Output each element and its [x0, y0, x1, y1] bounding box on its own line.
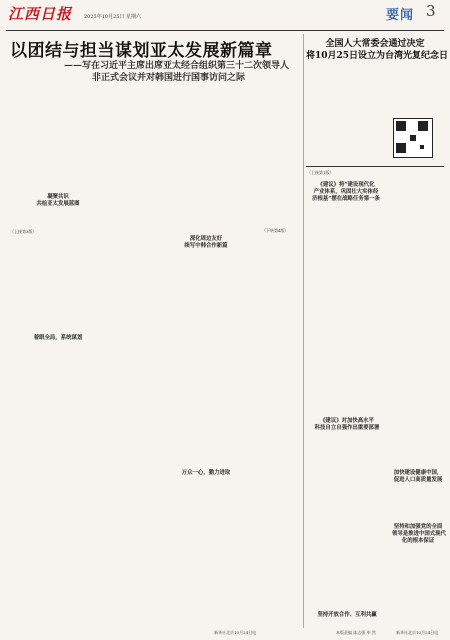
continued-tag: （下转第4版）	[262, 228, 289, 233]
section-heading: 凝聚共识 共绘亚太发展蓝图	[36, 194, 80, 207]
section-heading: 坚持和加强党的全面 领导是推进中国式现代 化的根本保证	[392, 524, 446, 544]
qr-code-icon	[393, 118, 433, 158]
column-divider	[303, 34, 304, 628]
continued-from-tag: （上接第1版）	[307, 170, 334, 175]
footer-credit: 新华社北京10月24日电	[396, 630, 439, 635]
lead-body-column	[10, 346, 56, 626]
footer-credit: 本版责编 陈志强 毕 然	[336, 630, 376, 635]
right-body-column	[392, 548, 444, 628]
side-headline-line-1: 全国人大常委会通过决定	[325, 39, 425, 49]
lead-body-column	[160, 256, 206, 626]
right-body-column	[392, 486, 444, 522]
footer-credit: 新华社北京10月24日电	[214, 630, 257, 635]
lead-body-column	[256, 84, 302, 234]
lead-body-column	[110, 236, 156, 626]
lead-headline: 以团结与担当谋划亚太发展新篇章	[10, 41, 273, 61]
newspaper-logo: 江西日报	[8, 5, 73, 23]
lead-body-column	[210, 84, 252, 234]
story-divider	[306, 166, 444, 167]
lead-body-column	[256, 256, 302, 626]
section-heading: 深化周边友好 续写中韩合作新篇	[184, 236, 228, 249]
right-body-column	[392, 176, 444, 468]
lead-subheadline-2: 非正式会议并对韩国进行国事访问之际	[92, 73, 246, 83]
lead-subheadline-1: ——写在习近平主席出席亚太经合组织第三十二次领导人	[64, 61, 290, 71]
side-headline-line-2: 将10月25日设立为台湾光复纪念日	[306, 51, 449, 61]
masthead	[0, 0, 450, 30]
continued-from-tag: （上接第3版）	[10, 229, 37, 234]
right-body-column	[307, 206, 387, 414]
lead-body-column	[210, 256, 252, 626]
right-body-column	[307, 434, 387, 628]
section-heading: 着眼全局，系统谋划	[33, 335, 83, 341]
section-heading: 加快建设健康中国， 促进人口高质量发展	[393, 470, 443, 483]
lead-body-column	[110, 84, 156, 224]
issue-date: 2025年10月25日 星期六	[84, 14, 142, 20]
side-body-column	[399, 62, 443, 116]
lead-body-column	[60, 346, 106, 626]
section-heading: 《建议》对加快高水平 科技自立自强作出重要部署	[314, 418, 380, 431]
masthead-divider	[6, 30, 444, 31]
page-number: 3	[426, 2, 436, 20]
lead-body-column	[160, 84, 206, 234]
side-body-column	[353, 62, 395, 116]
section-title: 要闻	[386, 8, 415, 23]
side-body-column	[307, 62, 349, 116]
section-heading: 万众一心，勠力进取	[181, 470, 231, 476]
lead-body-column	[60, 236, 106, 332]
section-heading: 坚持开放合作、互利共赢	[317, 612, 377, 618]
section-heading: 《建议》将“建设现代化 产业体系，巩固壮大实体经 济根基”摆在战略任务第一条	[312, 182, 380, 202]
lead-body-column	[10, 236, 56, 332]
